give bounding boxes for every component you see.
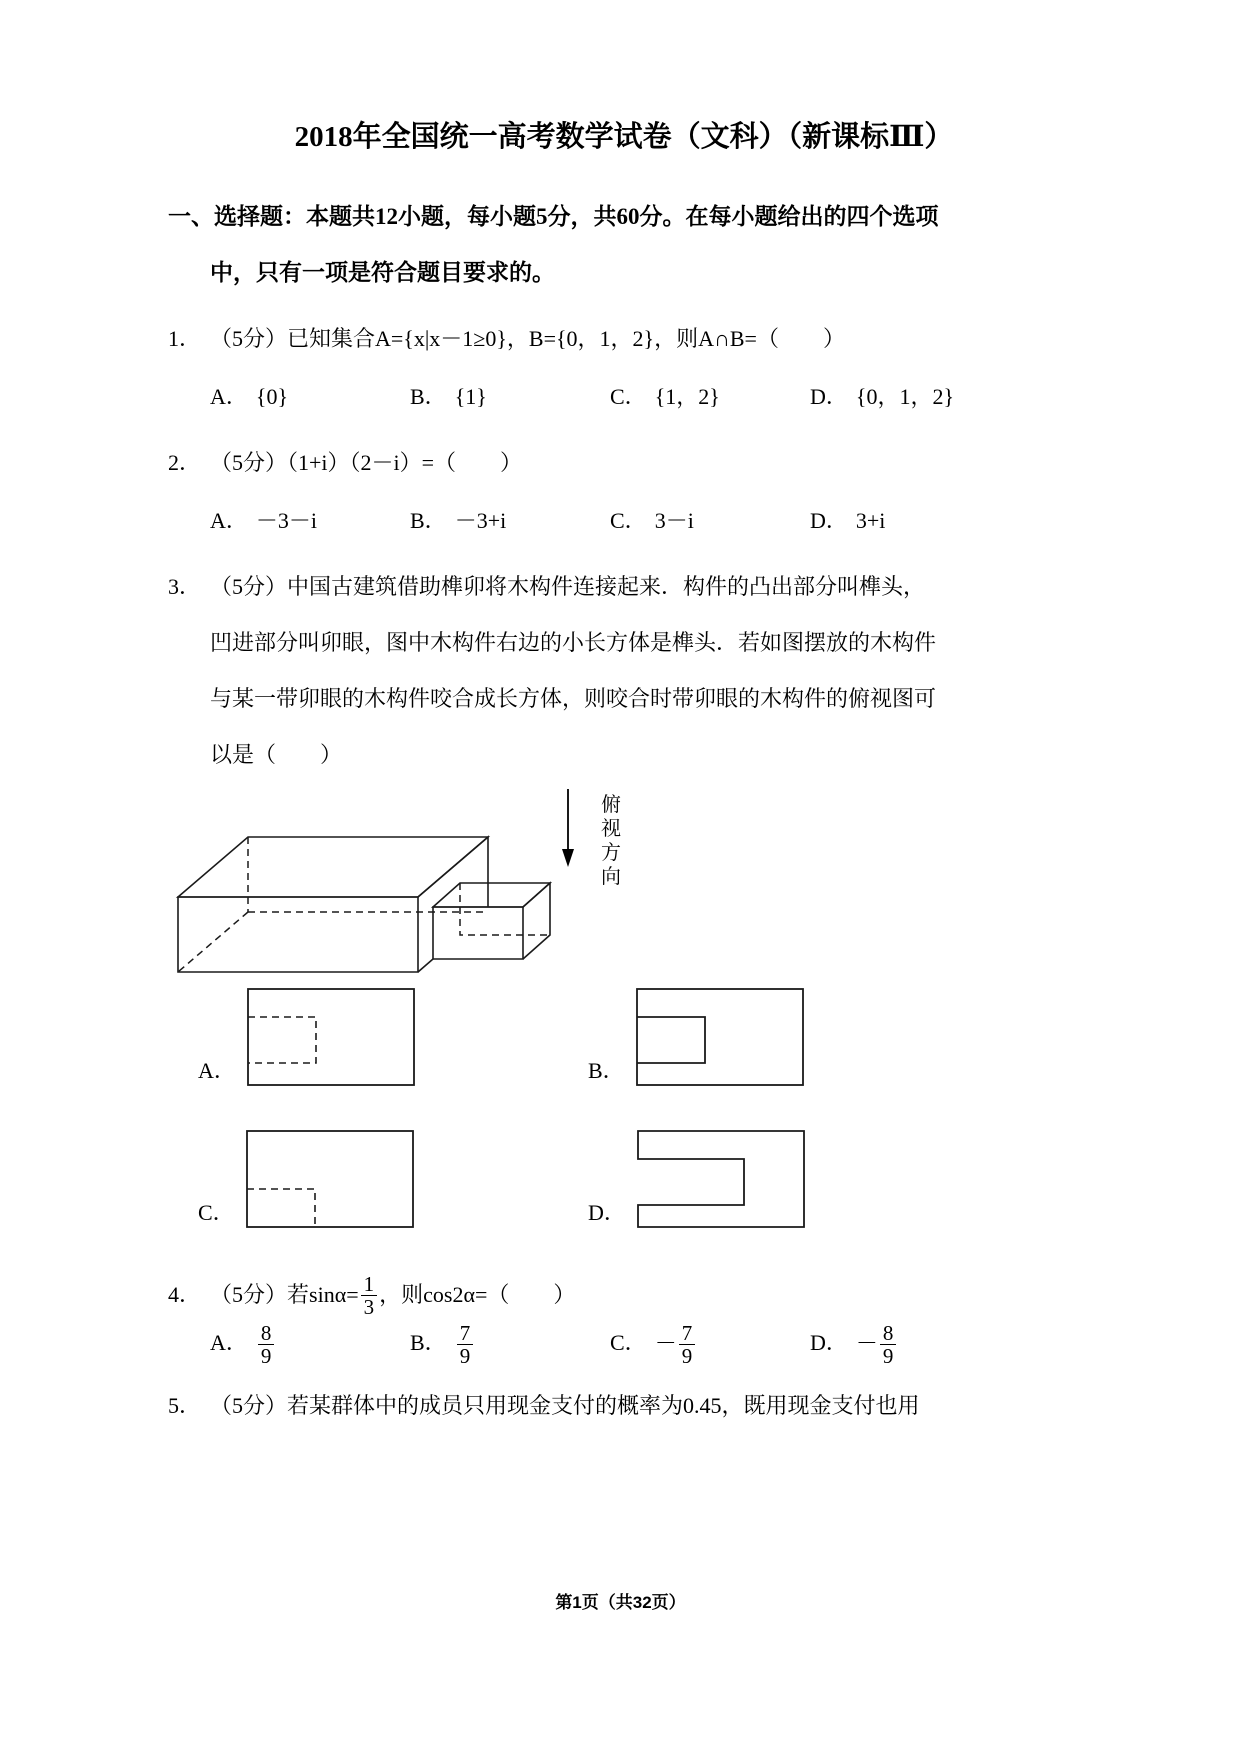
question-5-score: （5分） bbox=[210, 1392, 288, 1418]
cuboid-bottom-right-edge bbox=[418, 959, 433, 972]
question-1-number: 1． bbox=[168, 325, 202, 351]
question-4-stem bbox=[168, 1267, 1080, 1323]
question-4-option-d[interactable]: D． － $\frac{8}{9}$ bbox=[810, 1323, 1010, 1368]
option-a-fraction: $\frac{8}{9}$ bbox=[258, 1322, 275, 1367]
question-3-option-a[interactable] bbox=[198, 987, 416, 1087]
question-3-option-b[interactable] bbox=[588, 987, 805, 1087]
option-a-top-view bbox=[246, 987, 416, 1087]
option-figure-row-ab bbox=[168, 987, 1080, 1097]
option-a-label: A． bbox=[198, 1057, 236, 1083]
option-d-top-view bbox=[636, 1129, 806, 1229]
cuboid-hidden-diagonal-edge bbox=[178, 912, 248, 972]
question-2-option-d[interactable]: D． 3+i bbox=[810, 507, 886, 533]
tenon-3d-diagram bbox=[168, 787, 638, 982]
option-figure-row-cd bbox=[168, 1129, 1080, 1239]
question-1-text: 已知集合A={x|x－1≥0}，B={0，1，2}，则A∩B=（ ） bbox=[287, 325, 845, 351]
question-2-score: （5分） bbox=[210, 449, 288, 475]
question-4-text-pre: 若sinα= bbox=[287, 1281, 359, 1307]
question-4-option-a[interactable]: A． $\frac{8}{9}$ bbox=[210, 1323, 410, 1368]
fraction-numerator: 1 bbox=[361, 1273, 378, 1296]
option-c-label: C． bbox=[198, 1199, 235, 1225]
question-1-score: （5分） bbox=[210, 325, 288, 351]
question-3-score: （5分） bbox=[210, 573, 288, 599]
question-4 bbox=[168, 1267, 1080, 1368]
tenon-front-face bbox=[433, 907, 523, 959]
question-5-text: 若某群体中的成员只用现金支付的概率为0.45，既用现金支付也用 bbox=[287, 1392, 920, 1418]
question-1-options bbox=[168, 367, 1080, 425]
question-3-text-line4: 以是（ ） bbox=[210, 741, 343, 767]
question-3 bbox=[168, 559, 1080, 1257]
fraction-denominator: 3 bbox=[363, 1295, 375, 1320]
question-4-text-post: ，则cos2α=（ ） bbox=[379, 1281, 576, 1307]
question-4-score: （5分） bbox=[210, 1281, 288, 1307]
tenon-right-face bbox=[523, 883, 550, 959]
page-title: 2018年全国统一高考数学试卷（文科）（新课标Ⅲ） bbox=[294, 121, 954, 153]
question-3-number: 3． bbox=[168, 573, 202, 599]
question-2-option-b[interactable]: B． －3+i bbox=[410, 507, 507, 533]
question-5 bbox=[168, 1378, 1080, 1434]
cuboid-front-face bbox=[178, 897, 418, 972]
question-1-option-d[interactable]: D． {0，1，2} bbox=[810, 383, 955, 409]
question-1-option-a[interactable]: A． {0} bbox=[210, 383, 289, 409]
question-4-number: 4． bbox=[168, 1281, 202, 1307]
question-5-number: 5． bbox=[168, 1392, 202, 1418]
question-1 bbox=[168, 311, 1080, 425]
option-b-label: B． bbox=[588, 1057, 625, 1083]
question-3-option-c[interactable] bbox=[198, 1129, 415, 1229]
cuboid-top-face bbox=[178, 837, 488, 897]
question-2-number: 2． bbox=[168, 449, 202, 475]
top-view-arrow-icon bbox=[562, 789, 574, 867]
question-1-stem bbox=[168, 311, 1080, 367]
question-3-text-line1: 中国古建筑借助榫卯将木构件连接起来．构件的凸出部分叫榫头， bbox=[287, 573, 926, 599]
question-2-options bbox=[168, 491, 1080, 549]
question-3-stem bbox=[168, 559, 1080, 615]
option-b-top-view bbox=[635, 987, 805, 1087]
section-heading-line2: 中，只有一项是符合题目要求的。 bbox=[210, 259, 555, 285]
page-number: 第1页（共32页） bbox=[555, 1593, 686, 1612]
question-1-option-c[interactable]: C． {1，2} bbox=[610, 383, 720, 409]
question-2-option-a[interactable]: A． －3－i bbox=[210, 507, 318, 533]
page-footer bbox=[0, 1588, 1241, 1613]
section-heading bbox=[168, 189, 1080, 301]
option-d-label: D． bbox=[588, 1199, 626, 1225]
cuboid-right-face bbox=[418, 837, 488, 907]
section-heading-line1: 一、选择题：本题共12小题，每小题5分，共60分。在每小题给出的四个选项 bbox=[168, 203, 939, 229]
option-b-fraction: $\frac{7}{9}$ bbox=[457, 1322, 474, 1367]
question-4-fraction bbox=[361, 1273, 378, 1318]
option-d-fraction: $\frac{8}{9}$ bbox=[880, 1322, 897, 1367]
option-c-top-view bbox=[245, 1129, 415, 1229]
question-3-text-line2: 凹进部分叫卯眼，图中木构件右边的小长方体是榫头．若如图摆放的木构件 bbox=[210, 629, 937, 655]
question-4-options bbox=[168, 1320, 1080, 1368]
question-4-option-c[interactable]: C． － $\frac{7}{9}$ bbox=[610, 1323, 810, 1368]
question-1-option-b[interactable]: B． {1} bbox=[410, 383, 487, 409]
question-3-option-d[interactable] bbox=[588, 1129, 806, 1229]
top-view-direction-label: 俯视方向 bbox=[601, 793, 621, 888]
question-4-option-b[interactable]: B． $\frac{7}{9}$ bbox=[410, 1323, 610, 1368]
question-3-text-line3: 与某一带卯眼的木构件咬合成长方体，则咬合时带卯眼的木构件的俯视图可 bbox=[210, 685, 937, 711]
question-5-stem bbox=[168, 1378, 1080, 1434]
tenon-top-face bbox=[433, 883, 550, 907]
page-content bbox=[168, 120, 1080, 1434]
option-c-fraction: $\frac{7}{9}$ bbox=[679, 1322, 696, 1367]
tenon-hidden-edges bbox=[460, 883, 550, 935]
question-2-text: （1+i）（2－i）=（ ） bbox=[287, 449, 523, 475]
question-2-option-c[interactable]: C． 3－i bbox=[610, 507, 694, 533]
question-2-stem bbox=[168, 435, 1080, 491]
question-2 bbox=[168, 435, 1080, 549]
question-3-option-figures bbox=[168, 987, 1080, 1239]
question-3-figure bbox=[168, 787, 1080, 1257]
